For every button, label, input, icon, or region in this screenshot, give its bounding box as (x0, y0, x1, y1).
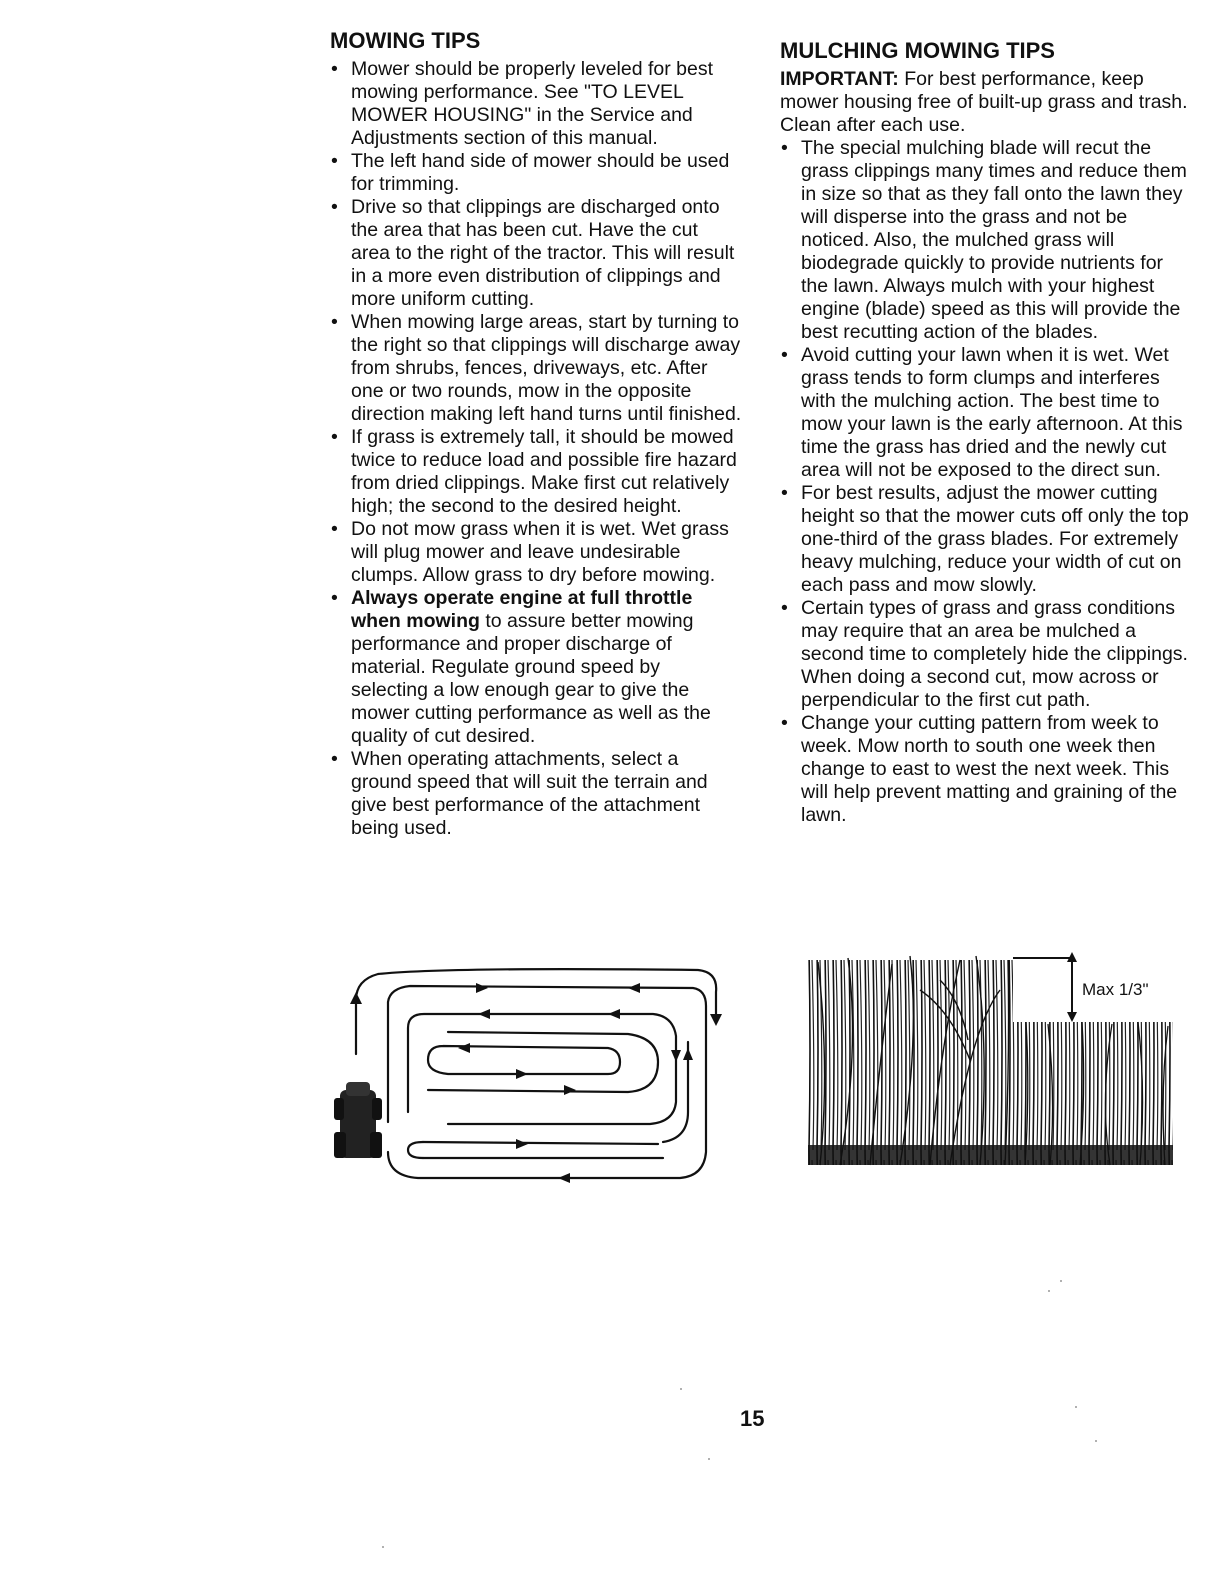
scan-speck (708, 1458, 710, 1460)
list-item: • If grass is extremely tall, it should be mowed twice to reduce load and possible fire hazard from dried clippings. Make first cut relatively high; the second to the desired height. (330, 426, 742, 518)
important-note: IMPORTANT: For best performance, keep mower housing free of built-up grass and trash. Clean after each use. (780, 68, 1188, 136)
list-item: • The special mulching blade will recut the grass clippings many times and reduce them in size so that as they fall onto the lawn they will disperse into the grass and not be noticed. Also, the mulched grass will biodegrade quickly to provide nutrients for the lawn. Always mulch with your highest engine (blade) speed as this will provide the best recutting action of the blades. (780, 137, 1190, 344)
page-number: 15 (740, 1406, 765, 1431)
scan-speck (680, 1388, 682, 1390)
max-cut-label: Max 1/3" (1082, 980, 1149, 999)
mulching-tips-list (780, 137, 1190, 827)
mowing-tips-heading: MOWING TIPS (330, 28, 481, 53)
scan-speck (382, 1546, 384, 1548)
list-item: • Do not mow grass when it is wet. Wet grass will plug mower and leave undesirable clumps. Allow grass to dry before mowing. (330, 518, 742, 587)
important-label: IMPORTANT: (780, 68, 899, 90)
list-item: • Mower should be properly leveled for best mowing performance. See "TO LEVEL MOWER HOUSING" in the Service and Adjustments section of this manual. (330, 58, 742, 150)
list-item: • Avoid cutting your lawn when it is wet. Wet grass tends to form clumps and interferes with the mulching action. The best time to mow your lawn is the early afternoon. At this time the grass has dried and the newly cut area will not be exposed to the direct sun. (780, 344, 1190, 482)
tractor-icon (334, 1082, 382, 1158)
scan-speck (1048, 1290, 1050, 1292)
list-item: • Always operate engine at full throttle when mowing to assure better mowing performance and proper discharge of material. Regulate ground speed by selecting a low enough gear to give the mower cutting performance as well as the quality of cut desired. (330, 587, 742, 748)
scan-speck (1060, 1280, 1062, 1282)
mowing-tips-section (330, 28, 742, 840)
list-item: • The left hand side of mower should be used for trimming. (330, 150, 742, 196)
list-item: • Change your cutting pattern from week to week. Mow north to south one week then change to east to west the next week. This will help prevent matting and graining of the lawn. (780, 712, 1190, 827)
mowing-pattern-diagram (328, 962, 728, 1187)
list-item: • Certain types of grass and grass conditions may require that an area be mulched a second time to completely hide the clippings. When doing a second cut, mow across or perpendicular to the first cut path. (780, 597, 1190, 712)
mulching-tips-heading: MULCHING MOWING TIPS (780, 38, 1055, 63)
scan-speck (1095, 1440, 1097, 1442)
bold-instruction: Always operate engine at full throttle when mowing (351, 587, 693, 632)
scan-speck (1075, 1406, 1077, 1408)
mulching-tips-section (780, 28, 1190, 827)
list-item: • When mowing large areas, start by turning to the right so that clippings will discharge away from shrubs, fences, driveways, etc. After one or two rounds, mow in the opposite direction making left hand turns until finished. (330, 311, 742, 426)
list-item: • When operating attachments, select a ground speed that will suit the terrain and give best performance of the attachment being used. (330, 748, 742, 840)
list-item: • For best results, adjust the mower cutting height so that the mower cuts off only the top one-third of the grass blades. For extremely heavy mulching, reduce your width of cut on each pass and mow slowly. (780, 482, 1190, 597)
grass-height-figure (800, 950, 1180, 1170)
mowing-tips-list (330, 58, 742, 840)
list-item: • Drive so that clippings are discharged onto the area that has been cut. Have the cut area to the right of the tractor. This will result in a more even distribution of clippings and more uniform cutting. (330, 196, 742, 311)
